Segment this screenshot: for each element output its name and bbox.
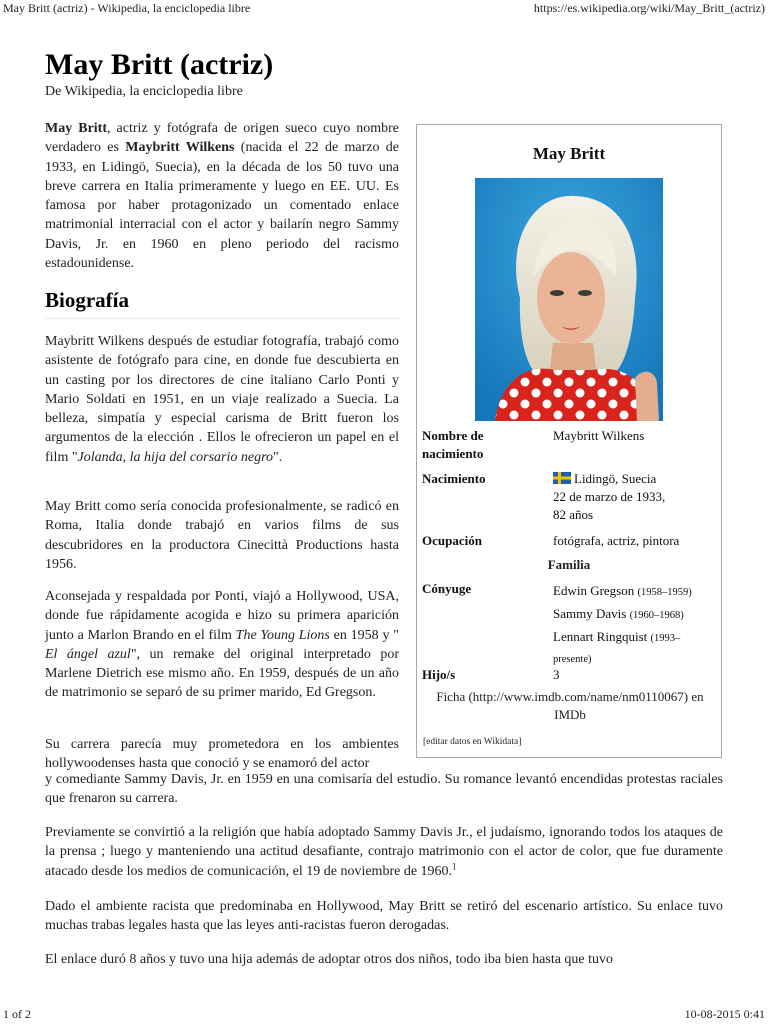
print-header — [3, 0, 765, 16]
birth-name-label: Nombre de nacimiento — [422, 428, 484, 461]
occupation-value: fotógrafa, actriz, pintora — [553, 533, 680, 548]
spouse-name: Lennart Ringquist — [553, 629, 648, 644]
reference-1[interactable]: 1 — [452, 860, 457, 871]
section-heading-biografia: Biografía — [45, 288, 129, 312]
bio-paragraph-2: May Britt como sería conocida profesionalmente, se radicó en Roma, Italia donde trabajó en varios films de sus descubridores en la productora Cinecittà Productions hasta 1956. — [45, 499, 399, 572]
film-young-lions[interactable]: The Young Lions — [235, 627, 330, 643]
children-label: Hijo/s — [422, 667, 456, 682]
article-tagline: De Wikipedia, la enciclopedia libre — [45, 84, 243, 99]
spouse-item: Lennart Ringquist (1993– — [553, 629, 681, 644]
birth-date: 22 de marzo de 1933, — [553, 489, 666, 504]
family-section-heading: Familia — [547, 557, 591, 572]
birth-label: Nacimiento — [422, 471, 486, 486]
wikidata-edit-link[interactable]: [editar datos en Wikidata] — [423, 737, 522, 747]
spouse-years-cont: presente) — [553, 654, 592, 665]
infobox-title: May Britt — [532, 144, 606, 163]
spouse-label: Cónyuge — [422, 581, 472, 596]
spouse-name[interactable]: Edwin Gregson — [553, 583, 635, 598]
spouse-item: Edwin Gregson (1958–1959) — [553, 583, 692, 598]
bio-paragraph-5: Previamente se convirtió a la religión que había adoptado Sammy Davis Jr., el judaísmo, ignorando todos los ataques de la prensa ; luego y manteniendo una actitud desafiante, contrajo matrimonio con el actor de color, que fue duramente atacado desde los medios de comunicación, el 19 de noviembre de 1960.$^1$ — [45, 825, 723, 879]
intro-real-name: Maybritt Wilkens — [125, 140, 235, 156]
article-title: May Britt (actriz) — [45, 48, 274, 81]
film-jolanda[interactable]: Jolanda, la hija del corsario negro — [77, 449, 274, 465]
bio-paragraph-7: El enlace duró 8 años y tuvo una hija además de adoptar otros dos niños, todo iba bien hasta que tuvo — [45, 952, 614, 967]
sweden-flag-icon — [553, 471, 571, 483]
children-value: 3 — [553, 667, 560, 682]
bio-paragraph-3: Aconsejada y respaldada por Ponti, viajó a Hollywood, USA, donde fue rápidamente acogida e hizo su primera aparición junto a Marlon Brando en el film The Young Lions en 1958 y " El ángel azul", un remake del original interpretado por Marlene Dietrich ese mismo año. En 1959, después de un año de matrimonio se separó de su primer marido, Ed Gregson. — [45, 589, 399, 701]
bio-paragraph-1: Maybritt Wilkens después de estudiar fotografía, trabajó como asistente de fotógrafo para cine, en donde fue descubierta en un casting por los directores de cine italiano Carlo Ponti y Mario Soldati en 1951, en un viaje realizado a Suecia. La belleza, simpatía y especial carisma de Britt fueron los argumentos de la elección . Ellos le ofrecieron un papel en el film "Jolanda, la hija del corsario negro". — [45, 334, 399, 465]
spouse-name[interactable]: Sammy Davis — [553, 606, 627, 621]
film-angel-azul[interactable]: El ángel azul — [45, 646, 131, 662]
imdb-link[interactable]: Ficha (http://www.imdb.com/name/nm0110067) en IMDb — [436, 689, 704, 722]
birth-name-value: Maybritt Wilkens — [553, 428, 645, 443]
bio-paragraph-4-end: y comediante Sammy Davis, Jr. en 1959 en una comisaría del estudio. Su romance levantó encendidas protestas raciales que frenaron su carrera. — [45, 772, 723, 807]
spouse-item: Sammy Davis (1960–1968) — [553, 606, 684, 621]
infobox — [416, 124, 722, 758]
print-footer — [3, 1008, 765, 1024]
intro-name: May Britt — [45, 121, 108, 136]
page-number: 1 of 2 — [3, 1007, 31, 1021]
bio-paragraph-6: Dado el ambiente racista que predominaba en Hollywood, May Britt se retiró del escenario artístico. Su enlace tuvo muchas trabas legales hasta que las leyes anti-racistas fueron derogadas. — [45, 899, 723, 934]
portrait-photo[interactable] — [475, 178, 663, 421]
print-header-url[interactable]: https://es.wikipedia.org/wiki/May_Britt_(actriz) — [533, 1, 765, 15]
bio-paragraph-4-start: Su carrera parecía muy prometedora en los ambientes hollywoodenses hasta que conoció y se enamoró del actor — [45, 737, 399, 772]
print-datetime: 10-08-2015 0:41 — [684, 1007, 765, 1021]
print-header-title: May Britt (actriz) - Wikipedia, la enciclopedia libre — [3, 1, 251, 15]
birth-place-link[interactable]: Lidingö, Suecia — [574, 471, 657, 486]
birth-age: 82 años — [553, 507, 594, 522]
birth-value — [553, 470, 665, 524]
intro-paragraph: May Britt, actriz y fotógrafa de origen sueco cuyo nombre verdadero es Maybritt Wilkens (nacida el 22 de marzo de 1933, en Lidingö, Suecia), en la década de los 50 tuvo una breve carrera en Italia primeramente y luego en EE. UU. Es famosa por haber protagonizado un comentado enlace matrimonial interracial con el actor y bailarín negro Sammy Davis, Jr. en 1960 en pleno periodo del racismo estadounidense. — [45, 121, 399, 272]
section-rule — [45, 318, 399, 319]
occupation-label: Ocupación — [422, 533, 482, 548]
spouse-list — [553, 580, 692, 670]
